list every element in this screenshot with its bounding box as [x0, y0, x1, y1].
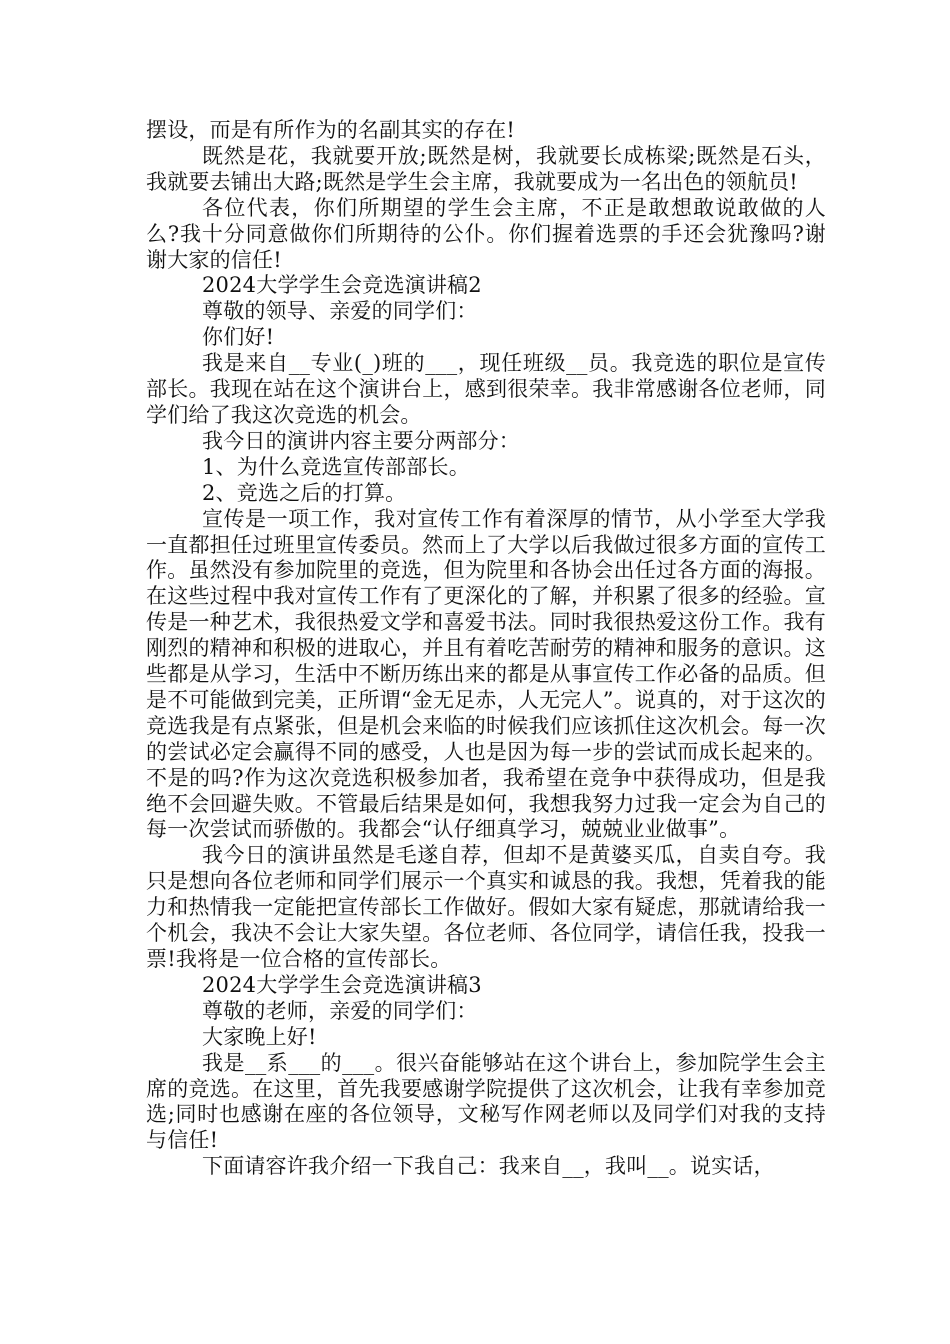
greeting-3: 大家晚上好! [202, 1024, 317, 1049]
paragraph-2: 既然是花，我就要开放;既然是树，我就要长成栋梁;既然是石头，我就要去铺出大路;既然是学生会主席，我就要成为一名出色的领航员! [146, 143, 826, 194]
document-page [146, 118, 826, 1180]
paragraph-3: 各位代表，你们所期望的学生会主席，不正是敢想敢说敢做的人么?我十分同意做你们所期待的公仆。你们握着选票的手还会犹豫吗?谢谢大家的信任! [146, 195, 826, 272]
list-item-1: 1、为什么竞选宣传部部长。 [202, 454, 470, 479]
paragraph-body-2: 宣传是一项工作，我对宣传工作有着深厚的情节，从小学至大学我一直都担任过班里宣传委员。然而上了大学以后我做过很多方面的宣传工作。虽然没有参加院里的竞选，但为院里和各协会出任过各方面的海报。在这些过程中我对宣传工作有了更深化的了解，并积累了很多的经验。宣传是一种艺术，我很热爱文学和喜爱书法。同时我很热爱这份工作。我有刚烈的精神和积极的进取心，并且有着吃苦耐劳的精神和服务的意识。这些都是从学习，生活中不断历练出来的都是从事宣传工作必备的品质。但是不可能做到完美，正所谓“金无足赤，人无完人”。说真的，对于这次的竞选我是有点紧张，但是机会来临的时候我们应该抓住这次机会。每一次的尝试必定会赢得不同的感受，人也是因为每一步的尝试而成长起来的。不是的吗?作为这次竞选积极参加者，我希望在竞争中获得成功，但是我绝不会回避失败。不管最后结果是如何，我想我努力过我一定会为自己的每一次尝试而骄傲的。我都会“认仔细真学习，兢兢业业做事”。 [146, 506, 826, 842]
salutation-2: 尊敬的领导、亲爱的同学们： [202, 299, 478, 324]
section-heading-3: 2024大学学生会竞选演讲稿3 [202, 972, 482, 997]
paragraph-closing-2: 我今日的演讲虽然是毛遂自荐，但却不是黄婆买瓜，自卖自夸。我只是想向各位老师和同学们展示一个真实和诚恳的我。我想，凭着我的能力和热情我一定能把宣传部长工作做好。假如大家有疑虑，那就请给我一个机会，我决不会让大家失望。各位老师、各位同学，请信任我，投我一票!我将是一位合格的宣传部长。 [146, 843, 826, 971]
list-item-2: 2、竞选之后的打算。 [202, 480, 407, 505]
paragraph-1: 摆设，而是有所作为的名副其实的存在! [146, 118, 516, 142]
section-heading-2: 2024大学学生会竞选演讲稿2 [202, 273, 482, 298]
paragraph-last: 下面请容许我介绍一下我自己：我来自__，我叫__。说实话， [202, 1154, 775, 1179]
greeting-2: 你们好! [202, 325, 275, 350]
paragraph-outline: 我今日的演讲内容主要分两部分： [202, 428, 520, 453]
paragraph-intro-2: 我是来自__专业(_)班的___，现任班级__员。我竞选的职位是宣传部长。我现在站在这个演讲台上，感到很荣幸。我非常感谢各位老师，同学们给了我这次竞选的机会。 [146, 351, 826, 427]
paragraph-intro-3: 我是__系___的___。很兴奋能够站在这个讲台上，参加院学生会主席的竞选。在这里，首先我要感谢学院提供了这次机会，让我有幸参加竞选;同时也感谢在座的各位领导，文秘写作网老师以及同学们对我的支持与信任! [146, 1050, 826, 1153]
salutation-3: 尊敬的老师，亲爱的同学们： [202, 998, 478, 1023]
